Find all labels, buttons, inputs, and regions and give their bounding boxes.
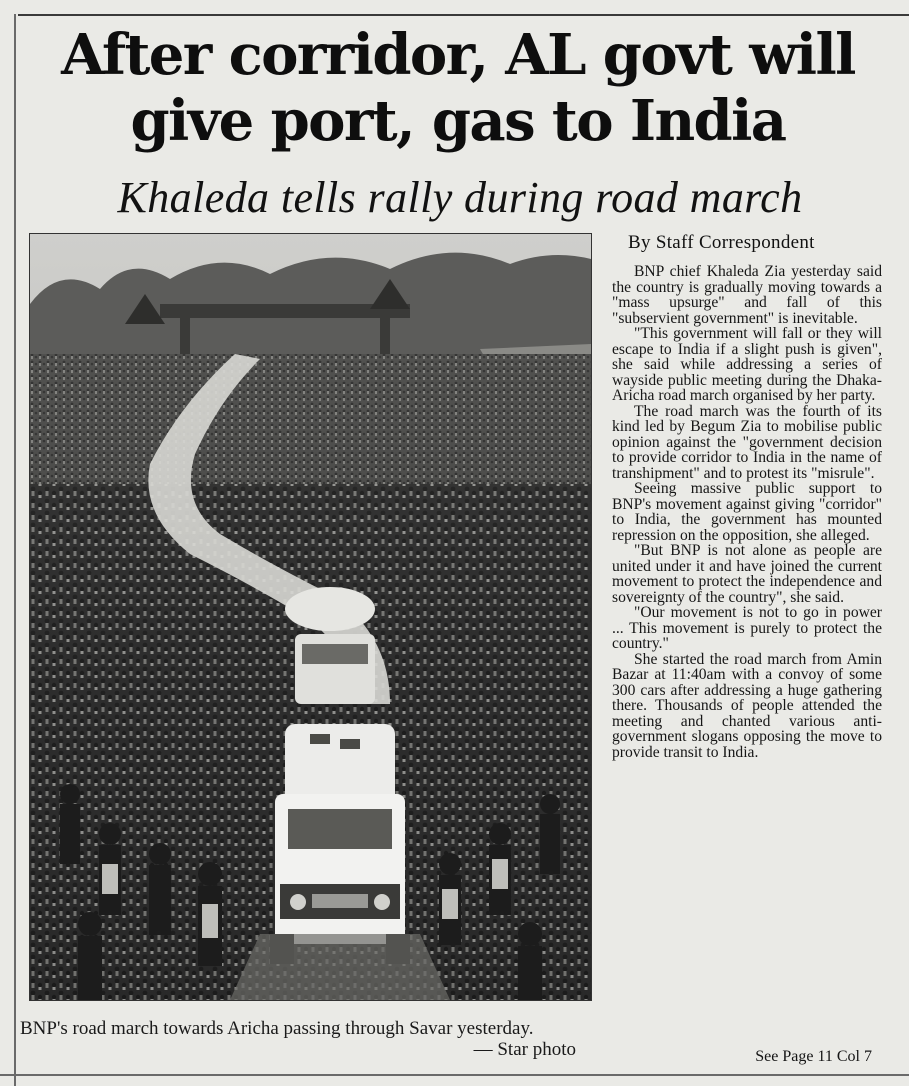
paragraph: "Our movement is not to go in power ... This movement is purely to protect the country." bbox=[612, 604, 882, 652]
headline: After corridor, AL govt will give port, gas to India bbox=[61, 22, 855, 154]
paragraph: She started the road march from Amin Bazar at 11:40am with a convoy of some 300 cars after addressing a huge gathering there. Thousands of people attended the meeting and chanted various anti-government slogans opposing the move to provide transit to India. bbox=[612, 650, 882, 761]
left-border-rule bbox=[14, 14, 16, 1086]
paragraph: Seeing massive public support to BNP's movement against giving "corridor" to India, the government has mounted repression on the opposition, she alleged. bbox=[612, 480, 882, 544]
rally-photo bbox=[29, 233, 592, 1001]
photo-credit: — Star photo bbox=[473, 1039, 576, 1060]
continuation-jump[interactable]: See Page 11 Col 7 bbox=[755, 1048, 872, 1065]
paragraph: The road march was the fourth of its kind led by Begum Zia to mobilise public opinion against the "government decision to provide corridor to India in the name of transhipment" and to protest its "misrule". bbox=[612, 402, 882, 482]
subheadline: Khaleda tells rally during road march bbox=[117, 173, 803, 222]
photo-caption bbox=[20, 1018, 576, 1060]
paragraph: "But BNP is not alone as people are united under it and have joined the current movement to protect the independence and sovereignty of the country", she said. bbox=[612, 542, 882, 606]
byline: By Staff Correspondent bbox=[628, 232, 815, 253]
paragraph: BNP chief Khaleda Zia yesterday said the country is gradually moving towards a "mass upsurge" and fall of this "subservient government" is inevitable. bbox=[612, 263, 882, 327]
caption-text: BNP's road march towards Aricha passing through Savar yesterday. bbox=[20, 1018, 534, 1039]
paragraph: "This government will fall or they will escape to India if a slight push is given", she said while addressing a series of wayside public meeting during the Dhaka-Aricha road march organised by her party. bbox=[612, 325, 882, 404]
top-border-rule bbox=[18, 14, 909, 16]
bottom-border-rule bbox=[0, 1074, 909, 1076]
article-body bbox=[612, 264, 882, 760]
